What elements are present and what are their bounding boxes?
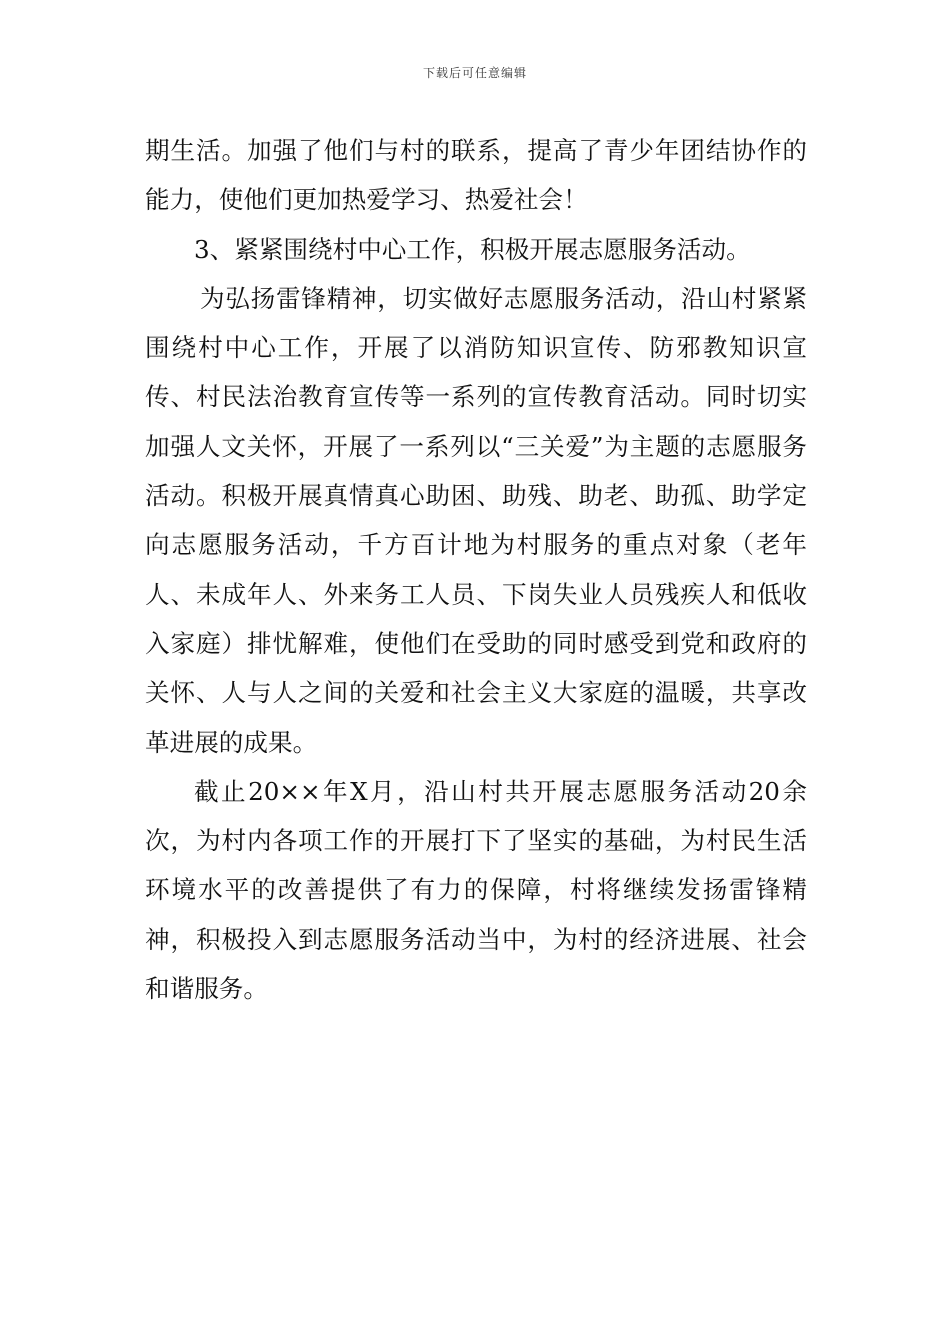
paragraph-continuation: 期生活。加强了他们与村的联系，提高了青少年团结协作的能力，使他们更加热爱学习、热爱社会！	[145, 136, 807, 215]
document-body	[145, 126, 807, 1013]
paragraph-summary: 截止20××年X月，沿山村共开展志愿服务活动20余次，为村内各项工作的开展打下了坚实的基础，为村民生活环境水平的改善提供了有力的保障，村将继续发扬雷锋精神，积极投入到志愿服务活动当中，为村的经济进展、社会和谐服务。	[145, 776, 807, 1004]
paragraph-section-heading: 3、紧紧围绕村中心工作，积极开展志愿服务活动。	[194, 234, 751, 264]
paragraph-volunteer-activities: 为弘扬雷锋精神，切实做好志愿服务活动，沿山村紧紧围绕村中心工作，开展了以消防知识宣传、防邪教知识宣传、村民法治教育宣传等一系列的宣传教育活动。同时切实加强人文关怀，开展了一系列以“三关爱”为主题的志愿服务活动。积极开展真情真心助困、助残、助老、助孤、助学定向志愿服务活动，千方百计地为村服务的重点对象（老年人、未成年人、外来务工人员、下岗失业人员残疾人和低收入家庭）排忧解难，使他们在受助的同时感受到党和政府的关怀、人与人之间的关爱和社会主义大家庭的温暖，共享改革进展的成果。	[145, 283, 807, 757]
page-header: 下载后可任意编辑	[422, 66, 527, 80]
